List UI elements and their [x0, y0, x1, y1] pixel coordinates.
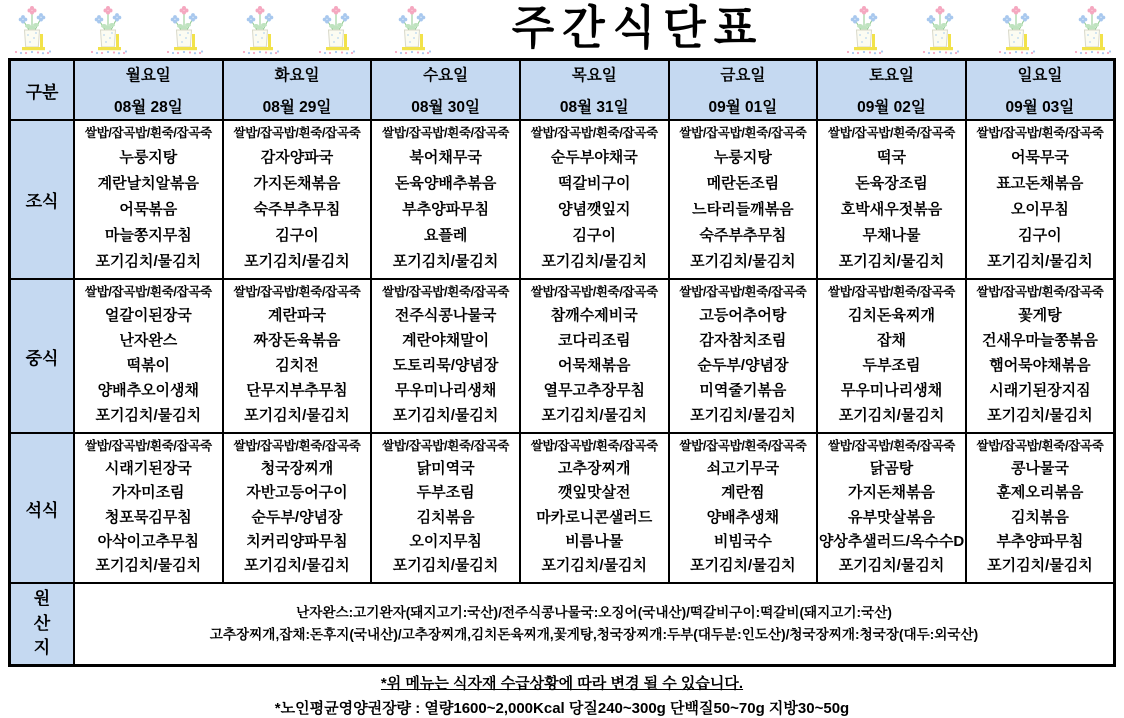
day-name: 화요일 [274, 67, 320, 84]
menu-item: 김치돈육찌개 [848, 307, 935, 324]
meal-row-3 [10, 433, 1115, 583]
menu-item: 무채나물 [862, 227, 921, 244]
nutrition-note: *노인평균영양권장량 : 열량1600~2,000Kcal 당질240~300g 단백질50~70g 지방30~50g [274, 700, 850, 717]
menu-item: 부추양파무침 [996, 532, 1084, 550]
flowerpot-row-right [844, 4, 1112, 54]
menu-item: 북어채무국 [409, 149, 482, 166]
meal-cell [817, 120, 966, 279]
menu-item: 누룽지탕 [713, 149, 772, 166]
menu-item: 도토리묵/양념장 [392, 357, 499, 374]
rice-line: 쌀밥/잡곡밥/흰죽/잡곡죽 [679, 439, 807, 453]
menu-item: 닭곰탕 [869, 460, 914, 478]
menu-item: 마늘쫑지무침 [104, 227, 192, 244]
menu-item: 유부맛살볶음 [848, 508, 935, 526]
menu-item: 닭미역국 [416, 460, 475, 478]
menu-item: 떡볶이 [126, 357, 171, 374]
menu-item: 포기김치/물김치 [392, 407, 499, 424]
menu-item: 포기김치/물김치 [392, 556, 499, 574]
day-date: 09월 01일 [708, 99, 778, 116]
meal-menu [967, 280, 1113, 432]
meal-menu [967, 121, 1113, 278]
menu-item: 포기김치/물김치 [541, 253, 648, 270]
origin-label-text: 원산지 [33, 589, 51, 658]
rice-line: 쌀밥/잡곡밥/흰죽/잡곡죽 [530, 126, 658, 140]
menu-item: 숙주부추무침 [253, 201, 341, 218]
flowerpot-icon [240, 4, 280, 54]
menu-item: 포기김치/물김치 [987, 253, 1093, 270]
day-date: 08월 31일 [559, 99, 629, 116]
menu-item: 호박새우젓볶음 [840, 201, 943, 218]
menu-item: 포기김치/물김치 [690, 253, 796, 270]
origin-row [10, 583, 1115, 666]
menu-item: 떡갈비구이 [558, 175, 631, 192]
menu-item: 무우미나리생채 [840, 382, 943, 399]
flowerpot-icon [88, 4, 128, 54]
menu-item: 숙주부추무침 [699, 227, 787, 244]
menu-item: 메란돈조림 [706, 175, 780, 192]
meal-cell [223, 433, 372, 583]
menu-item: 표고돈채볶음 [996, 175, 1084, 192]
menu-item: 요플레 [423, 227, 468, 244]
rice-line: 쌀밥/잡곡밥/흰죽/잡곡죽 [828, 126, 955, 140]
meal-cell [817, 279, 966, 433]
meal-row-label: 조식 [10, 120, 75, 279]
menu-item: 김구이 [1018, 227, 1062, 244]
meal-row-label: 중식 [10, 279, 75, 433]
flowerpot-icon [996, 4, 1036, 54]
rice-line: 쌀밥/잡곡밥/흰죽/잡곡죽 [382, 126, 510, 140]
rice-line: 쌀밥/잡곡밥/흰죽/잡곡죽 [679, 285, 807, 299]
menu-item: 햄어묵야채볶음 [989, 357, 1091, 374]
rice-line: 쌀밥/잡곡밥/흰죽/잡곡죽 [233, 285, 361, 299]
day-header [967, 63, 1113, 117]
menu-item: 꽃게탕 [1018, 307, 1062, 324]
meal-menu [372, 121, 519, 278]
menu-item: 돈육장조림 [855, 175, 928, 192]
menu-item: 계란야채말이 [402, 332, 490, 349]
corner-cell: 구분 [10, 60, 75, 121]
meal-menu [372, 280, 519, 432]
menu-item: 감자참치조림 [699, 332, 787, 349]
meal-cell [223, 120, 372, 279]
menu-item: 포기김치/물김치 [244, 556, 350, 574]
menu-item: 부추양파무침 [402, 201, 490, 218]
rice-line: 쌀밥/잡곡밥/흰죽/잡곡죽 [976, 285, 1104, 299]
menu-item: 양상추샐러드/옥수수D [818, 532, 965, 550]
meal-row-label: 석식 [10, 433, 75, 583]
menu-item: 감자양파국 [260, 149, 334, 166]
weekly-menu-table [8, 58, 1116, 667]
day-header-cell [817, 60, 966, 121]
menu-item: 전주식콩나물국 [394, 307, 497, 324]
day-header [75, 63, 222, 117]
origin-line: 고추장찌개,잡채:돈후지(국내산)/고추장찌개,김치돈육찌개,꽃게탕,청국장찌개:두부(대두분:인도산)/청국장찌개:청국장(대두:외국산) [209, 627, 979, 642]
menu-item: 잡채 [877, 332, 907, 349]
menu-item: 비름나물 [565, 532, 624, 550]
day-header-cell [371, 60, 520, 121]
meal-menu [75, 121, 222, 278]
menu-item: 포기김치/물김치 [244, 407, 350, 424]
meal-menu [818, 280, 965, 432]
menu-item: 누룽지탕 [119, 149, 178, 166]
meal-menu [224, 121, 371, 278]
origin-info-cell [74, 583, 1115, 666]
day-name: 목요일 [571, 67, 617, 84]
day-date: 09월 02일 [857, 99, 926, 116]
flowerpot-icon [392, 4, 432, 54]
meal-cell [966, 433, 1115, 583]
flowerpot-icon [1072, 4, 1112, 54]
menu-item: 깻잎맛살전 [558, 484, 631, 502]
menu-item: 두부조림 [862, 357, 921, 374]
menu-item: 느타리들깨볶음 [692, 201, 794, 218]
meal-menu [224, 280, 371, 432]
meal-menu [670, 121, 817, 278]
meal-cell [966, 279, 1115, 433]
flowerpot-icon [12, 4, 52, 54]
menu-item: 포기김치/물김치 [541, 407, 648, 424]
decor-band [0, 0, 1124, 58]
day-date: 09월 03일 [1005, 99, 1075, 116]
rice-line: 쌀밥/잡곡밥/흰죽/잡곡죽 [679, 126, 807, 140]
menu-item: 어묵무국 [1010, 149, 1069, 166]
day-header [224, 63, 371, 117]
menu-item: 코다리조림 [558, 332, 631, 349]
origin-label [10, 583, 75, 666]
menu-item: 난자완스 [119, 332, 178, 349]
meal-cell [520, 279, 669, 433]
menu-item: 계란날치알볶음 [97, 175, 200, 192]
flowerpot-icon [844, 4, 884, 54]
menu-item: 양배추생채 [706, 508, 780, 526]
menu-item: 마카로니콘샐러드 [536, 508, 653, 526]
menu-item: 비빔국수 [713, 532, 772, 550]
day-date: 08월 28일 [113, 99, 183, 116]
menu-item: 포기김치/물김치 [838, 407, 945, 424]
menu-item: 고추장찌개 [558, 460, 631, 478]
menu-item: 양배추오이생채 [97, 382, 200, 399]
menu-item: 미역줄기볶음 [699, 382, 787, 399]
meal-cell [817, 433, 966, 583]
header-row [10, 60, 1115, 121]
menu-item: 짜장돈육볶음 [253, 332, 341, 349]
menu-item: 포기김치/물김치 [690, 556, 796, 574]
day-header [670, 63, 817, 117]
menu-item: 콩나물국 [1010, 460, 1069, 478]
meal-cell [669, 279, 818, 433]
menu-item: 치커리양파무침 [246, 532, 348, 550]
rice-line: 쌀밥/잡곡밥/흰죽/잡곡죽 [233, 439, 361, 453]
rice-line: 쌀밥/잡곡밥/흰죽/잡곡죽 [84, 285, 212, 299]
menu-item: 포기김치/물김치 [392, 253, 499, 270]
menu-item: 순두부야채국 [550, 149, 638, 166]
meal-cell [371, 433, 520, 583]
page-title: 주간식단표 [511, 2, 765, 55]
meal-menu [521, 434, 668, 582]
day-name: 일요일 [1017, 67, 1063, 84]
meal-cell [74, 279, 223, 433]
meal-menu [670, 434, 817, 582]
meal-cell [223, 279, 372, 433]
menu-item: 가지돈채볶음 [253, 175, 341, 192]
menu-item: 김치볶음 [416, 508, 475, 526]
meal-menu [75, 280, 222, 432]
menu-item: 포기김치/물김치 [95, 556, 202, 574]
menu-item: 포기김치/물김치 [987, 407, 1093, 424]
day-header [818, 63, 965, 117]
day-name: 토요일 [869, 67, 914, 84]
meal-cell [669, 120, 818, 279]
meal-cell [669, 433, 818, 583]
menu-item: 아삭이고추무침 [97, 532, 200, 550]
day-header-cell [966, 60, 1115, 121]
menu-item: 포기김치/물김치 [838, 556, 945, 574]
day-header-cell [223, 60, 372, 121]
menu-item: 자반고등어구이 [246, 484, 348, 502]
day-name: 수요일 [423, 67, 469, 84]
day-header-cell [74, 60, 223, 121]
meal-menu [75, 434, 222, 582]
menu-item: 순두부/양념장 [697, 357, 789, 374]
meal-menu [521, 121, 668, 278]
day-header [372, 63, 519, 117]
menu-item: 떡국 [877, 149, 907, 166]
menu-item: 열무고추장무침 [543, 382, 645, 399]
rice-line: 쌀밥/잡곡밥/흰죽/잡곡죽 [976, 439, 1104, 453]
rice-line: 쌀밥/잡곡밥/흰죽/잡곡죽 [233, 126, 361, 140]
meal-cell [966, 120, 1115, 279]
day-name: 월요일 [125, 67, 171, 84]
menu-item: 청국장찌개 [260, 460, 334, 478]
rice-line: 쌀밥/잡곡밥/흰죽/잡곡죽 [382, 285, 510, 299]
rice-line: 쌀밥/잡곡밥/흰죽/잡곡죽 [828, 439, 955, 453]
menu-item: 어묵볶음 [119, 201, 178, 218]
menu-item: 고등어추어탕 [699, 307, 787, 324]
flowerpot-icon [164, 4, 204, 54]
meal-cell [371, 279, 520, 433]
rice-line: 쌀밥/잡곡밥/흰죽/잡곡죽 [382, 439, 510, 453]
menu-item: 포기김치/물김치 [690, 407, 796, 424]
meal-menu [521, 280, 668, 432]
meal-cell [520, 433, 669, 583]
menu-item: 포기김치/물김치 [95, 407, 202, 424]
menu-item: 포기김치/물김치 [95, 253, 202, 270]
menu-item: 포기김치/물김치 [838, 253, 945, 270]
rice-line: 쌀밥/잡곡밥/흰죽/잡곡죽 [828, 285, 955, 299]
day-date: 08월 29일 [262, 99, 332, 116]
footer-notes [0, 672, 1124, 718]
menu-item: 시래기된장국 [104, 460, 192, 478]
menu-item: 쇠고기무국 [706, 460, 780, 478]
rice-line: 쌀밥/잡곡밥/흰죽/잡곡죽 [976, 126, 1104, 140]
rice-line: 쌀밥/잡곡밥/흰죽/잡곡죽 [84, 126, 212, 140]
meal-row-1 [10, 120, 1115, 279]
meal-menu [818, 434, 965, 582]
menu-item: 양념깻잎지 [558, 201, 631, 218]
menu-item: 계란찜 [721, 484, 765, 502]
menu-item: 계란파국 [267, 307, 326, 324]
menu-item: 훈제오리볶음 [996, 484, 1084, 502]
meal-menu [967, 434, 1113, 582]
meal-cell [520, 120, 669, 279]
menu-item: 순두부/양념장 [251, 508, 343, 526]
menu-item: 포기김치/물김치 [244, 253, 350, 270]
origin-line: 난자완스:고기완자(돼지고기:국산)/전주식콩나물국:오징어(국내산)/떡갈비구이:떡갈비(돼지고기:국산) [296, 605, 892, 621]
rice-line: 쌀밥/잡곡밥/흰죽/잡곡죽 [84, 439, 212, 453]
meal-row-2 [10, 279, 1115, 433]
flowerpot-icon [920, 4, 960, 54]
meal-menu [670, 280, 817, 432]
menu-item: 단무지부추무침 [246, 382, 348, 399]
menu-item: 포기김치/물김치 [541, 556, 648, 574]
menu-item: 참깨수제비국 [550, 307, 638, 324]
meal-cell [74, 120, 223, 279]
rice-line: 쌀밥/잡곡밥/흰죽/잡곡죽 [530, 439, 658, 453]
menu-item: 돈육양배추볶음 [394, 175, 497, 192]
day-header [521, 63, 668, 117]
rice-line: 쌀밥/잡곡밥/흰죽/잡곡죽 [530, 285, 658, 299]
menu-item: 오이지무침 [409, 532, 482, 550]
menu-item: 가자미조림 [112, 484, 185, 502]
flowerpot-row-left [12, 4, 432, 54]
meal-menu [372, 434, 519, 582]
menu-item: 얼갈이된장국 [104, 307, 192, 324]
menu-change-note: *위 메뉴는 식자재 수급상황에 따라 변경 될 수 있습니다. [380, 675, 744, 692]
menu-item: 김치볶음 [1010, 508, 1069, 526]
menu-item: 건새우마늘쫑볶음 [981, 332, 1098, 349]
menu-item: 무우미나리생채 [394, 382, 497, 399]
menu-item: 김구이 [572, 227, 616, 244]
meal-menu [224, 434, 371, 582]
meal-menu [818, 121, 965, 278]
menu-item: 청포묵김무침 [104, 508, 192, 526]
menu-item: 김구이 [275, 227, 319, 244]
meal-cell [74, 433, 223, 583]
menu-item: 김치전 [275, 357, 319, 374]
flowerpot-icon [316, 4, 356, 54]
menu-item: 가지돈채볶음 [848, 484, 935, 502]
meal-cell [371, 120, 520, 279]
menu-item: 두부조림 [416, 484, 475, 502]
menu-item: 오이무침 [1010, 201, 1069, 218]
day-header-cell [520, 60, 669, 121]
menu-item: 포기김치/물김치 [987, 556, 1093, 574]
day-date: 08월 30일 [411, 99, 480, 116]
menu-item: 시래기된장지짐 [989, 382, 1091, 399]
menu-item: 어묵채볶음 [558, 357, 631, 374]
day-name: 금요일 [720, 67, 766, 84]
day-header-cell [669, 60, 818, 121]
